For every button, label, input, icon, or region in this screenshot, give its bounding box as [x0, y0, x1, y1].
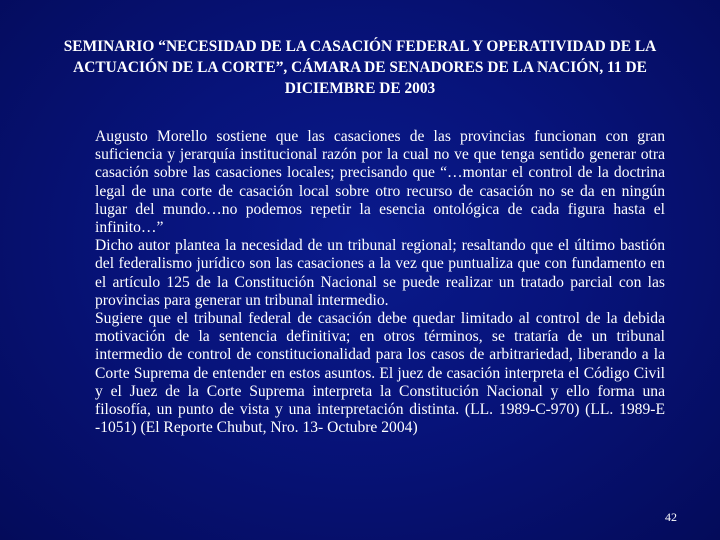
paragraph: Dicho autor plantea la necesidad de un tribunal regional; resaltando que el último bastión del federalismo jurídico son las casaciones a la vez que puntualiza que con fundamento en el artículo 125 de la Constitución Nacional se puede realizar un tratado parcial con las provincias para generar un tribunal intermedio. [95, 237, 665, 309]
page-number: 42 [665, 510, 677, 524]
slide-title: SEMINARIO “NECESIDAD DE LA CASACIÓN FEDERAL Y OPERATIVIDAD DE LA ACTUACIÓN DE LA CORTE”, CÁMARA DE SENADORES DE LA NACIÓN, 11 DE DICIEMBRE DE 2003 [63, 38, 657, 97]
slide-body [95, 128, 665, 437]
paragraph: Sugiere que el tribunal federal de casación debe quedar limitado al control de la debida motivación de la sentencia definitiva; en otros términos, se trataría de un tribunal intermedio de control de constitucionalidad para los casos de arbitrariedad, liberando a la Corte Suprema de entender en estos asuntos. El juez de casación interpreta el Código Civil y el Juez de la Corte Suprema interpreta la Constitución Nacional y ello forma una filosofía, un punto de vista y una interpretación distinta. (LL. 1989-C-970) (LL. 1989-E -1051) (El Reporte Chubut, Nro. 13- Octubre 2004) [95, 310, 665, 437]
paragraph: Augusto Morello sostiene que las casaciones de las provincias funcionan con gran suficiencia y jerarquía institucional razón por la cual no ve que tenga sentido generar otra casación sobre las casaciones locales; precisando que “…montar el control de la doctrina legal de una corte de casación local sobre otro recurso de casación no se da en ningún lugar del mundo…no podemos repetir la esencia ontológica de cada figura hasta el infinito…” [95, 128, 665, 237]
